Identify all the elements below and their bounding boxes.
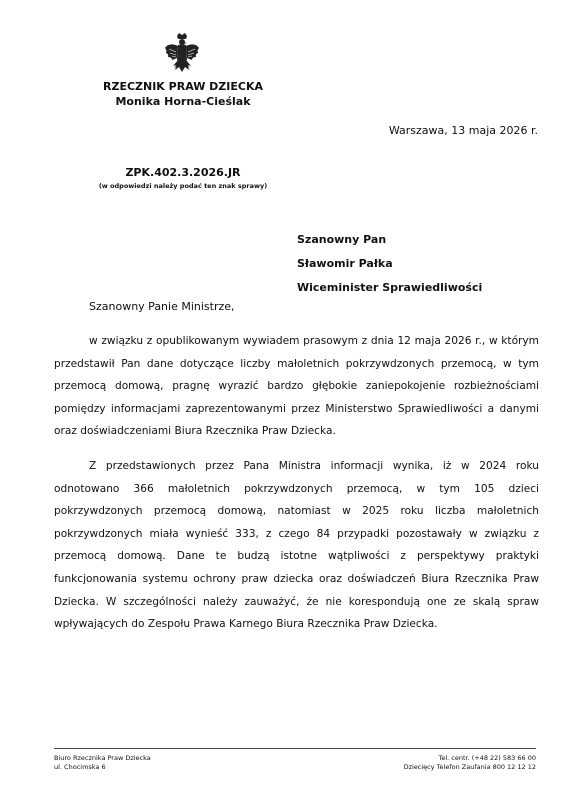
- addressee-line-1: Szanowny Pan: [297, 233, 387, 246]
- salutation: Szanowny Panie Ministrze,: [89, 300, 235, 313]
- issuer-person: Monika Horna-Cieślak: [115, 95, 251, 108]
- issuer-organization: RZECZNIK PRAW DZIECKA: [103, 80, 263, 93]
- footer-address: [54, 754, 151, 772]
- letter-body: [54, 330, 539, 648]
- issuer-block: [0, 80, 366, 110]
- footer-contact: [404, 754, 536, 772]
- place-and-date: Warszawa, 13 maja 2026 r.: [388, 124, 538, 137]
- body-paragraph-2: Z przedstawionych przez Pana Ministra informacji wynika, iż w 2024 roku odnotowano 366 małoletnich pokrzywdzonych przemocą, w tym 105 dzieci pokrzywdzonych przemocą domową, natomiast w 2025 roku liczba małoletnich pokrzywdzonych miała wynieść 333, z czego 84 przypadki pozostawały w związku z przemocą domową. Dane te budzą istotne wątpliwości z perspektywy praktyki funkcjonowania systemu ochrony praw dziecka oraz doświadczeń Biura Rzecznika Praw Dziecka. W szczególności należy zauważyć, że nie korespondują one ze skalą spraw wpływających do Zespołu Prawa Karnego Biura Rzecznika Praw Dziecka.: [54, 459, 539, 631]
- addressee-block: [297, 228, 482, 300]
- body-paragraph-1: w związku z opublikowanym wywiadem prasowym z dnia 12 maja 2026 r., w którym przedstawił Pan dane dotyczące liczby małoletnich pokrzywdzonych przemocą, w tym przemocą domową, pragnę wyrazić bardzo głębokie zaniepokojenie rozbieżnościami pomiędzy informacjami zaprezentowanymi przez Ministerstwo Sprawiedliwości a danymi oraz doświadczeniami Biura Rzecznika Praw Dziecka.: [54, 335, 539, 438]
- addressee-name: Sławomir Pałka: [297, 257, 393, 270]
- footer-helpline: Dziecięcy Telefon Zaufania 800 12 12 12: [403, 763, 536, 771]
- polish-eagle-emblem-icon: [163, 32, 201, 78]
- footer-street: ul. Chocimska 6: [54, 763, 106, 771]
- footer-phone: Tel. centr. (+48 22) 583 66 00: [438, 754, 536, 762]
- addressee-title: Wiceminister Sprawiedliwości: [297, 281, 483, 294]
- page-footer: [54, 754, 536, 772]
- footer-divider: [54, 748, 536, 749]
- case-reference: [0, 166, 366, 192]
- case-reference-note: (w odpowiedzi należy podać ten znak sprawy): [98, 182, 268, 190]
- footer-office-name: Biuro Rzecznika Praw Dziecka: [54, 754, 151, 762]
- case-reference-number: ZPK.402.3.2026.JR: [125, 166, 241, 179]
